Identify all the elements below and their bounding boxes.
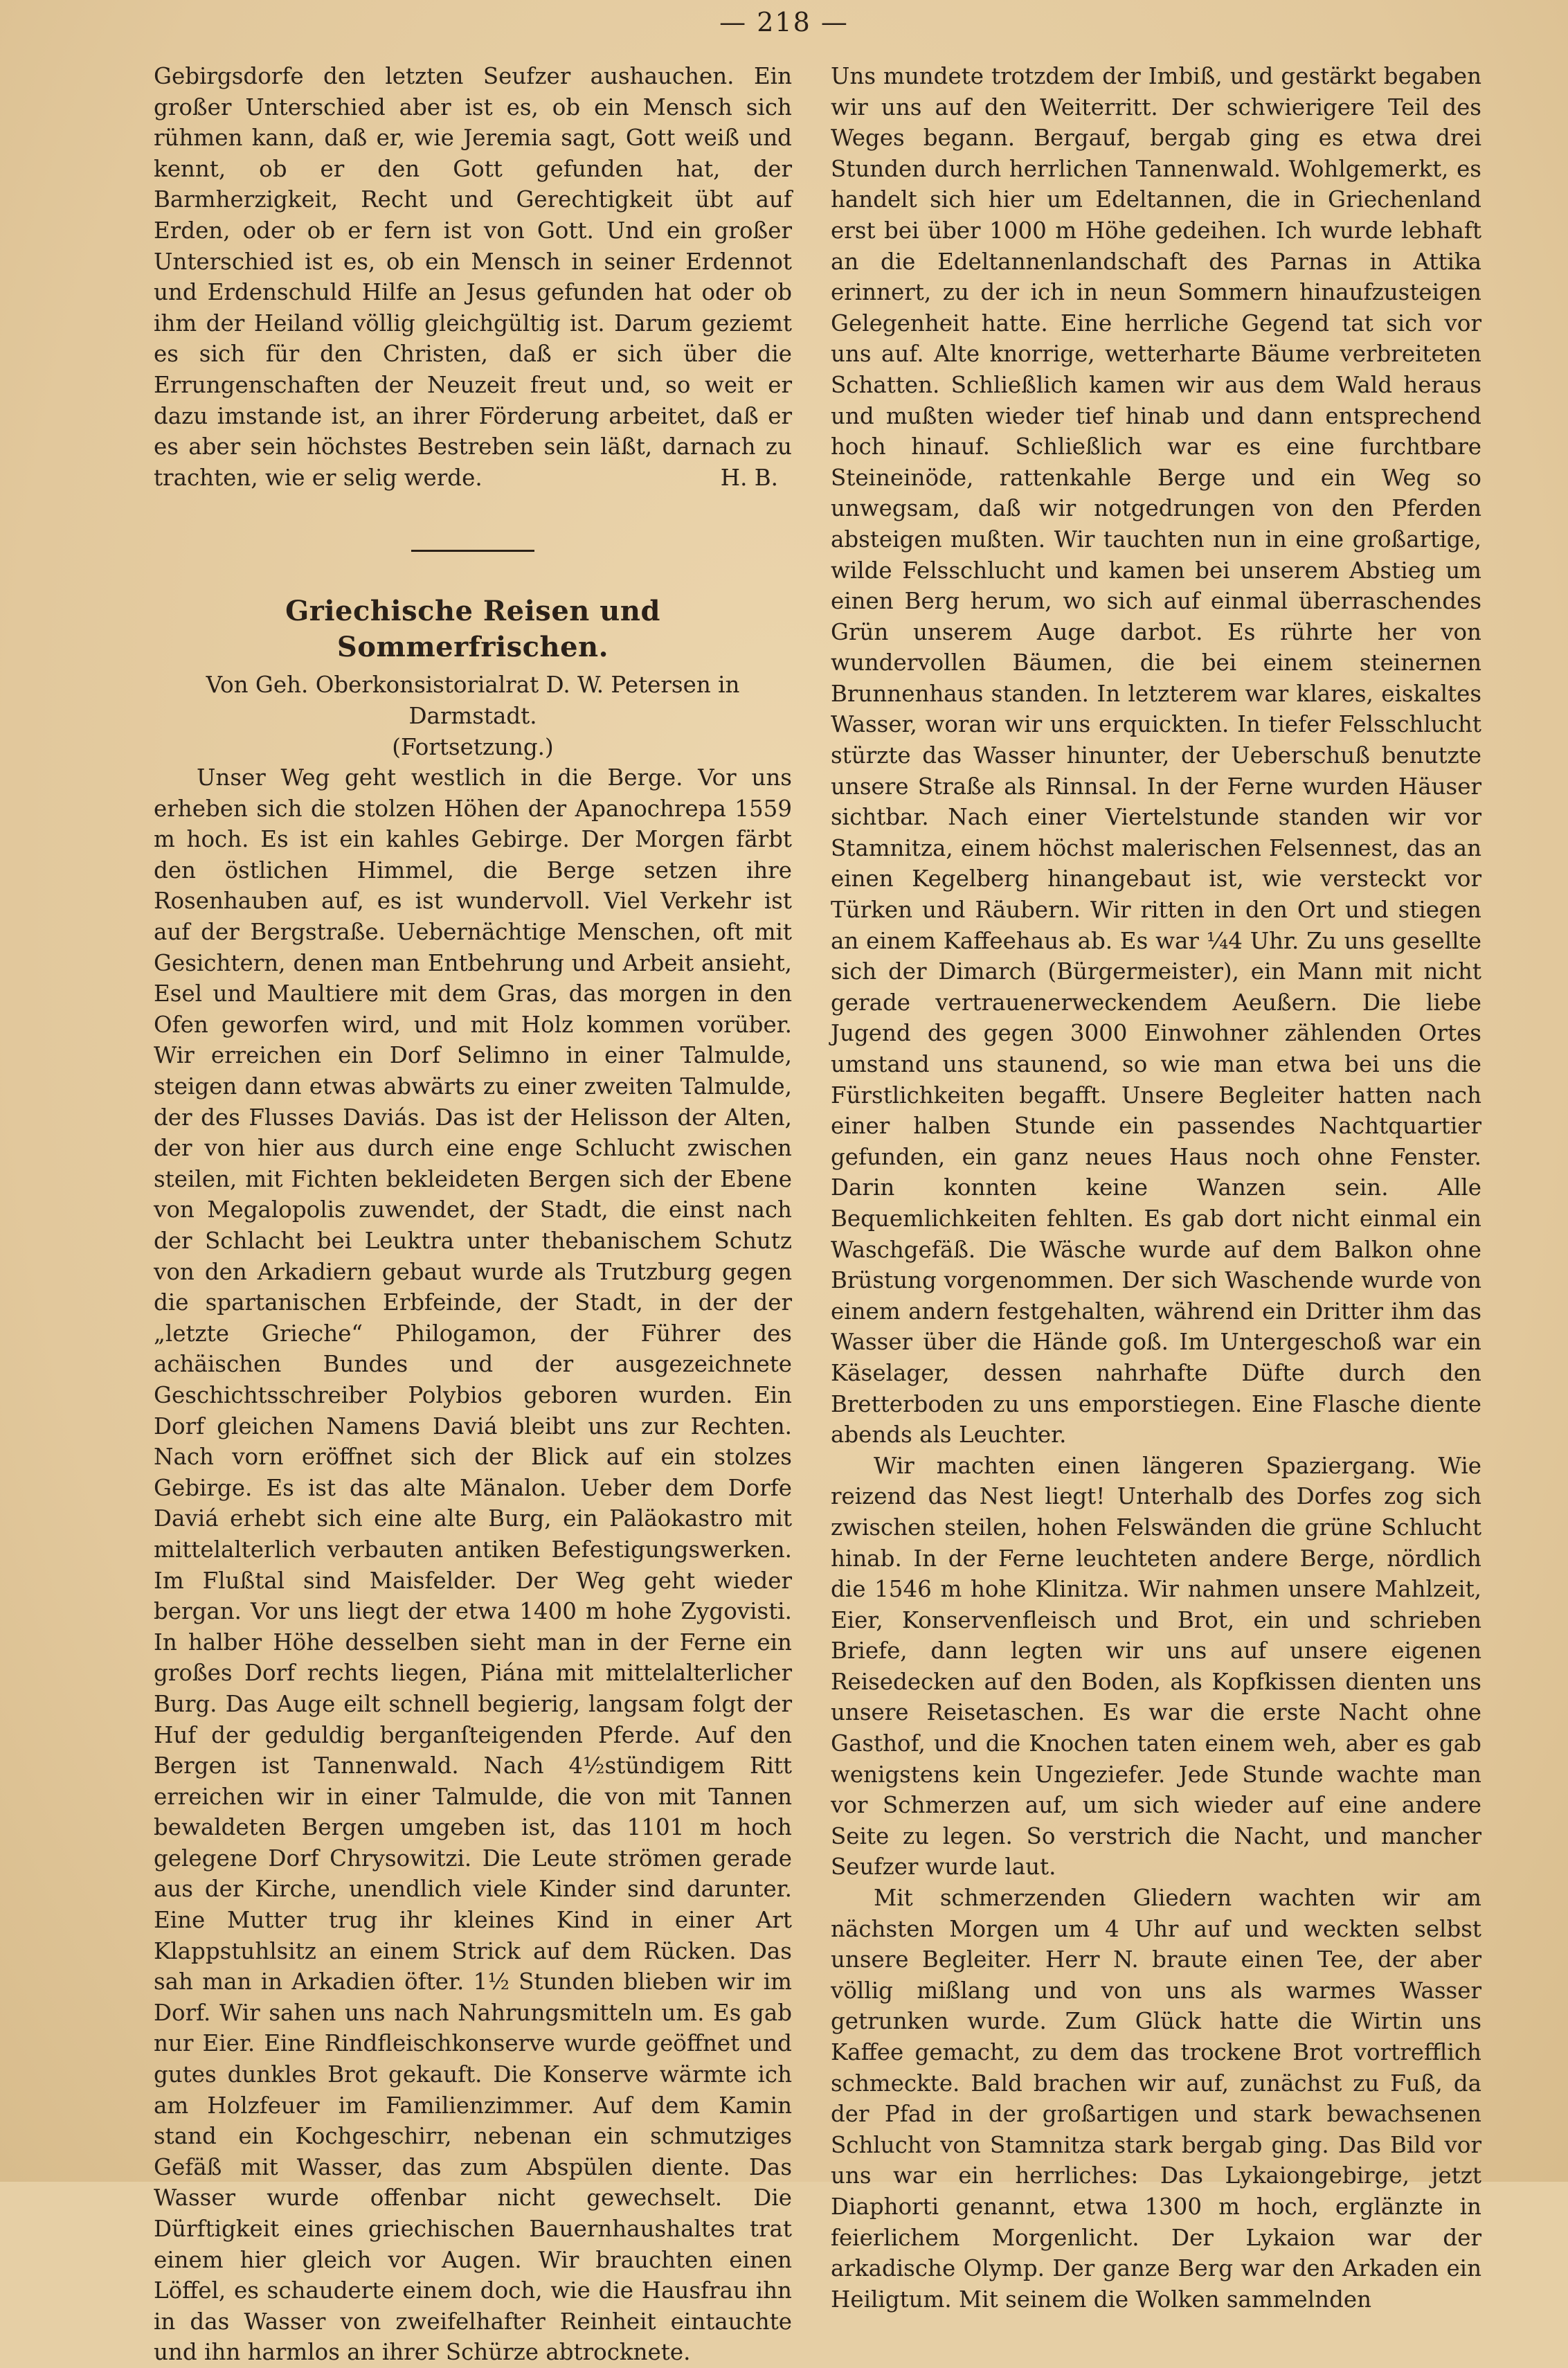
right-paragraph-1: Uns mundete trotzdem der Imbiß, und gestärkt begaben wir uns auf den Weiterritt. Der schwierigere Teil des Weges begann. Bergauf, bergab ging es etwa drei Stunden durch herrlichen Tannenwald. Wohlgemerkt, es handelt sich hier um Edeltannen, die in Griechenland erst bei über 1000 m Höhe gedeihen. Ich wurde lebhaft an die Edeltannenlandschaft des Parnas in Attika erinnert, zu der ich in neun Sommern hinaufzusteigen Gelegenheit hatte. Eine herrliche Gegend tat sich vor uns auf. Alte knorrige, wetterharte Bäume verbreiteten Schatten. Schließlich kamen wir aus dem Wald heraus und mußten wieder tief hinab und dann entsprechend hoch hinauf. Schließlich war es eine furchtbare Steineinöde, rattenkahle Berge und ein Weg so unwegsam, daß wir notgedrungen von den Pferden absteigen mußten. Wir tauchten nun in eine großartige, wilde Felsschlucht und kamen bei unserem Abstieg um einen Berg herum, wo sich auf einmal überraschendes Grün unserem Auge darbot. Es rührte her von wundervollen Bäumen, die bei einem steinernen Brunnenhaus standen. In letzterem war klares, eiskaltes Wasser, woran wir uns erquickten. In tiefer Felsschlucht stürzte das Wasser hinunter, der Ueberschuß benutzte unsere Straße als Rinnsal. In der Ferne wurden Häuser sichtbar. Nach einer Viertelstunde standen wir vor Stamnitza, einem höchst malerischen Felsennest, das an einen Kegelberg hinangebaut ist, wie versteckt vor Türken und Räubern. Wir ritten in den Ort und stiegen an einem Kaffeehaus ab. Es war ¼4 Uhr. Zu uns gesellte sich der Dimarch (Bürgermeister), ein Mann mit nicht gerade vertrauenerweckendem Aeußern. Die liebe Jugend des gegen 3000 Einwohner zählenden Ortes umstand uns staunend, so wie man etwa bei uns die Fürstlichkeiten begafft. Unsere Begleiter hatten nach einer halben Stunde ein passendes Nachtquartier gefunden, ein ganz neues Haus noch ohne Fenster. Darin konnten keine Wanzen sein. Alle Bequemlichkeiten fehlten. Es gab dort nicht einmal ein Waschgefäß. Die Wäsche wurde auf dem Balkon ohne Brüstung vorgenommen. Der sich Waschende wurde von einem andern festgehalten, während ein Dritter ihm das Wasser über die Hände goß. Im Untergeschoß war ein Käselager, dessen nahrhafte Düfte durch den Bretterboden zu uns emporstiegen. Eine Flasche diente abends als Leuchter. bbox=[831, 63, 1481, 1448]
page-number: — 218 — bbox=[719, 7, 849, 37]
left-column bbox=[154, 61, 792, 2368]
right-paragraph-3: Mit schmerzenden Gliedern wachten wir am nächsten Morgen um 4 Uhr auf und weckten selbst unsere Begleiter. Herr N. braute einen Tee, der aber völlig mißlang und von uns als warmes Wasser getrunken wurde. Zum Glück hatte die Wirtin uns Kaffee gemacht, zu dem das trockene Brot vortrefflich schmeckte. Bald brachen wir auf, zunächst zu Fuß, da der Pfad in der großartigen und stark bewachsenen Schlucht von Stamnitza stark bergab ging. Das Bild vor uns war ein herrliches: Das Lykaiongebirge, jetzt Diaphorti genannt, etwa 1300 m hoch, erglänzte in feierlichem Morgenlicht. Der Lykaion war der arkadische Olymp. Der ganze Berg war den Arkaden ein Heiligtum. Mit seinem die Wolken sammelnden bbox=[831, 1885, 1481, 2313]
intro-paragraph bbox=[154, 61, 792, 493]
body-paragraph: Unser Weg geht westlich in die Berge. Vor uns erheben sich die stolzen Höhen der Apanochrepa 1559 m hoch. Es ist ein kahles Gebirge. Der Morgen färbt den östlichen Himmel, die Berge setzen ihre Rosenhauben auf, es ist wundervoll. Viel Verkehr ist auf der Bergstraße. Uebernächtige Menschen, oft mit Gesichtern, denen man Entbehrung und Arbeit ansieht, Esel und Maultiere mit dem Gras, das morgen in den Ofen geworfen wird, und mit Holz kommen vorüber. Wir erreichen ein Dorf Selimno in einer Talmulde, steigen dann etwas abwärts zu einer zweiten Talmulde, der des Flusses Daviás. Das ist der Helisson der Alten, der von hier aus durch eine enge Schlucht zwischen steilen, mit Fichten bekleideten Bergen sich der Ebene von Megalopolis zuwendet, der Stadt, die einst nach der Schlacht bei Leuktra unter thebanischem Schutz von den Arkadiern gebaut wurde als Trutzburg gegen die spartanischen Erbfeinde, der Stadt, in der der „letzte Grieche“ Philogamon, der Führer des achäischen Bundes und der ausgezeichnete Geschichtsschreiber Polybios geboren wurden. Ein Dorf gleichen Namens Daviá bleibt uns zur Rechten. Nach vorn eröffnet sich der Blick auf ein stolzes Gebirge. Es ist das alte Mänalon. Ueber dem Dorfe Daviá erhebt sich eine alte Burg, ein Paläokastro mit mittelalterlich verbauten antiken Befestigungswerken. Im Flußtal sind Maisfelder. Der Weg geht wieder bergan. Vor uns liegt der etwa 1400 m hohe Zygovisti. In halber Höhe desselben sieht man in der Ferne ein großes Dorf rechts liegen, Piána mit mittelalterlicher Burg. Das Auge eilt schnell begierig, langsam folgt der Huf der geduldig berganſteigenden Pferde. Auf den Bergen ist Tannenwald. Nach 4½stündigem Ritt erreichen wir in einer Talmulde, die von mit Tannen bewaldeten Bergen umgeben ist, das 1101 m hoch gelegene Dorf Chrysowitzi. Die Leute strömen gerade aus der Kirche, unendlich viele Kinder sind darunter. Eine Mutter trug ihr kleines Kind in einer Art Klappstuhlsitz an einem Strick auf dem Rücken. Das sah man in Arkadien öfter. 1½ Stunden blieben wir im Dorf. Wir sahen uns nach Nahrungsmitteln um. Es gab nur Eier. Eine Rindfleischkonserve wurde geöffnet und gutes dunkles Brot gekauft. Die Konserve wärmte ich am Holzfeuer im Familienzimmer. Auf dem Kamin stand ein Kochgeschirr, nebenan ein schmutziges Gefäß mit Wasser, das zum Abspülen diente. Das Wasser wurde offenbar nicht gewechselt. Die Dürftigkeit eines griechischen Bauernhaushaltes trat einem hier gleich vor Augen. Wir brauchten einen Löffel, es schauderte einem doch, wie die Hausfrau ihn in das Wasser von zweifelhafter Reinheit eintauchte und ihn harmlos an ihrer Schürze abtrocknete. bbox=[154, 764, 792, 2366]
article-continuation: (Fortsetzung.) bbox=[392, 733, 554, 760]
right-column bbox=[831, 61, 1481, 2315]
article-byline: Von Geh. Oberkonsistorialrat D. W. Petersen in Darmstadt. bbox=[206, 672, 740, 729]
right-paragraph-2: Wir machten einen längeren Spaziergang. Wie reizend das Nest liegt! Unterhalb des Dorfes zog sich zwischen steilen, hohen Felswänden die grüne Schlucht hinab. In der Ferne leuchteten andere Berge, nördlich die 1546 m hohe Klinitza. Wir nahmen unsere Mahlzeit, Eier, Konservenfleisch und Brot, ein und schrieben Briefe, dann legten wir uns auf unsere eigenen Reisedecken auf den Boden, als Kopfkissen dienten uns unsere Reisetaschen. Es war die erste Nacht ohne Gasthof, und die Knochen taten einem weh, aber es gab wenigstens kein Ungeziefer. Jede Stunde wachte man vor Schmerzen auf, um sich wieder auf eine andere Seite zu legen. So verstrich die Nacht, und mancher Seufzer wurde laut. bbox=[831, 1452, 1481, 1881]
article-title: Griechische Reisen und Sommerfrischen. bbox=[285, 595, 660, 664]
intro-signature: H. B. bbox=[720, 464, 778, 491]
section-divider bbox=[411, 550, 534, 552]
intro-paragraph-text: Gebirgsdorfe den letzten Seufzer aushauchen. Ein großer Unterschied aber ist es, ob ein Mensch sich rühmen kann, daß er, wie Jeremia sagt, Gott weiß und kennt, ob er den Gott gefunden hat, der Barmherzigkeit, Recht und Gerechtigkeit übt auf Erden, oder ob er fern ist von Gott. Und ein großer Unterschied ist es, ob ein Mensch in seiner Erdennot und Erdenschuld Hilfe an Jesus gefunden hat oder ob ihm der Heiland völlig gleichgültig ist. Darum geziemt es sich für den Christen, daß er sich über die Errungenschaften der Neuzeit freut und, so weit er dazu imstande ist, an ihrer Förderung arbeitet, daß er es aber sein höchstes Bestreben sein läßt, darnach zu trachten, wie er selig werde. bbox=[154, 63, 792, 491]
